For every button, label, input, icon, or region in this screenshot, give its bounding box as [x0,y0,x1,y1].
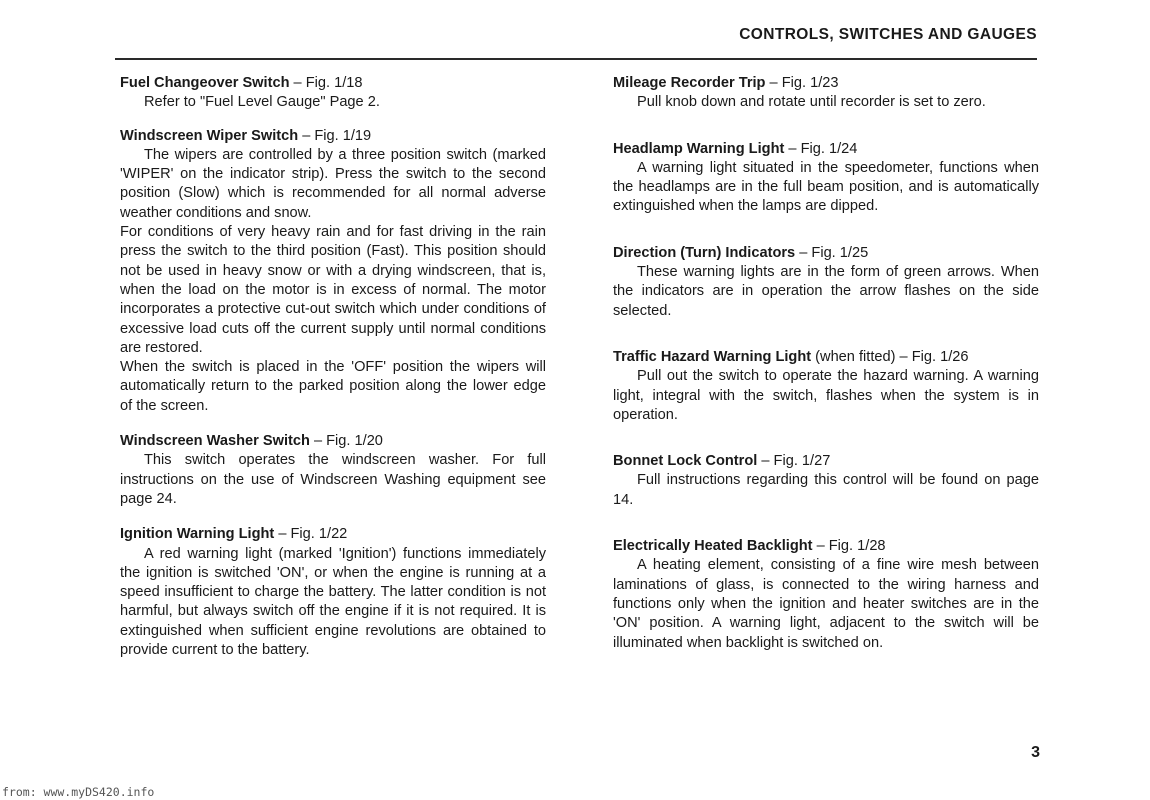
section-title: Electrically Heated Backlight [613,538,813,555]
figure-ref: Fig. 1/27 [773,453,831,470]
section-paragraph: A heating element, consisting of a fine wire mesh between laminations of glass, is connected to the wiring harness and functions only when the ignition and heater switches are in the 'ON' position. A warning light, adjacent to the switch will be illuminated when backlight is switched on. [613,557,1039,651]
section-windscreen-washer-switch [120,432,546,509]
section-paragraph: A red warning light (marked 'Ignition') functions immediately the ignition is switched 'ON', or when the engine is running at a speed insufficient to charge the battery. The latter condition is not harmful, but always switch off the engine if it is not required. It is extinguished when sufficient engine revolutions are obtained to provide current to the battery. [120,545,546,659]
page-header-title: CONTROLS, SWITCHES AND GAUGES [739,26,1037,43]
section-fuel-changeover-switch [120,74,546,113]
section-title: Bonnet Lock Control [613,453,758,470]
section-paragraph: Pull out the switch to operate the hazard warning. A warning light, integral with the switch, flashes when the system is in operation. [613,368,1039,423]
figure-ref: Fig. 1/24 [800,140,858,157]
section-heading: Direction (Turn) Indicators – Fig. 1/25 [613,244,869,261]
section-heading: Electrically Heated Backlight – Fig. 1/28 [613,538,886,555]
left-column [120,74,546,674]
figure-ref: Fig. 1/22 [290,526,348,543]
figure-ref: Fig. 1/28 [828,538,886,555]
section-heading: Traffic Hazard Warning Light (when fitted) – Fig. 1/26 [613,348,969,365]
section-title: Headlamp Warning Light [613,140,785,157]
section-heading: Windscreen Washer Switch – Fig. 1/20 [120,433,383,450]
right-column [613,74,1039,680]
section-title: Direction (Turn) Indicators [613,244,796,261]
section-paragraph: This switch operates the windscreen washer. For full instructions on the use of Windscreen Washing equipment see page 24. [120,452,546,507]
figure-ref: Fig. 1/25 [811,244,869,261]
section-paragraph: The wipers are controlled by a three position switch (marked 'WIPER' on the indicator strip). Press the switch to the second position (Slow) which is recommended for all normal adverse weather conditions and snow. [120,146,546,221]
section-heading: Mileage Recorder Trip – Fig. 1/23 [613,75,839,91]
section-heading: Ignition Warning Light – Fig. 1/22 [120,526,348,543]
section-paragraph: Pull knob down and rotate until recorder is set to zero. [637,94,986,111]
section-title: Windscreen Wiper Switch [120,127,299,144]
section-direction-indicators [613,244,1039,321]
source-footer: from: www.myDS420.info [2,785,155,799]
section-title: Ignition Warning Light [120,526,275,543]
figure-ref: Fig. 1/26 [911,348,969,365]
section-heading: Fuel Changeover Switch – Fig. 1/18 [120,75,363,91]
page-number: 3 [1031,744,1040,761]
section-electrically-heated-backlight [613,537,1039,653]
section-ignition-warning-light [120,525,546,660]
section-paragraph: These warning lights are in the form of green arrows. When the indicators are in operation the arrow flashes on the side selected. [613,264,1039,319]
section-note: (when fitted) [815,348,896,365]
section-title: Traffic Hazard Warning Light [613,348,812,365]
header-rule [115,58,1037,60]
section-heading: Windscreen Wiper Switch – Fig. 1/19 [120,127,372,144]
figure-ref: Fig. 1/18 [305,75,363,91]
section-mileage-recorder-trip [613,74,1039,113]
section-heading: Headlamp Warning Light – Fig. 1/24 [613,140,858,157]
section-title: Windscreen Washer Switch [120,433,310,450]
section-bonnet-lock-control [613,452,1039,510]
section-paragraph: Full instructions regarding this control will be found on page 14. [613,472,1039,508]
figure-ref: Fig. 1/19 [314,127,372,144]
section-paragraph: A warning light situated in the speedometer, functions when the headlamps are in the full beam position, and is automatically extinguished when the lamps are dipped. [613,159,1039,215]
section-paragraph: When the switch is placed in the 'OFF' position the wipers will automatically return to the parked position along the lower edge of the screen. [120,359,546,414]
figure-ref: Fig. 1/23 [781,75,839,91]
section-headlamp-warning-light [613,140,1039,217]
section-paragraph: For conditions of very heavy rain and for fast driving in the rain press the switch to the third position (Fast). This position should not be used in heavy snow or with a drying windscreen, that is, when the load on the motor is in excess of normal. The motor incorporates a protective cut-out switch which under conditions of excessive load cuts off the current supply until normal conditions are restored. [120,224,546,356]
section-heading: Bonnet Lock Control – Fig. 1/27 [613,453,831,470]
figure-ref: Fig. 1/20 [326,433,383,450]
section-title: Mileage Recorder Trip [613,75,766,91]
section-paragraph: Refer to "Fuel Level Gauge" Page 2. [144,94,380,111]
section-title: Fuel Changeover Switch [120,75,290,91]
section-windscreen-wiper-switch [120,127,546,416]
section-traffic-hazard-warning-light [613,348,1039,425]
